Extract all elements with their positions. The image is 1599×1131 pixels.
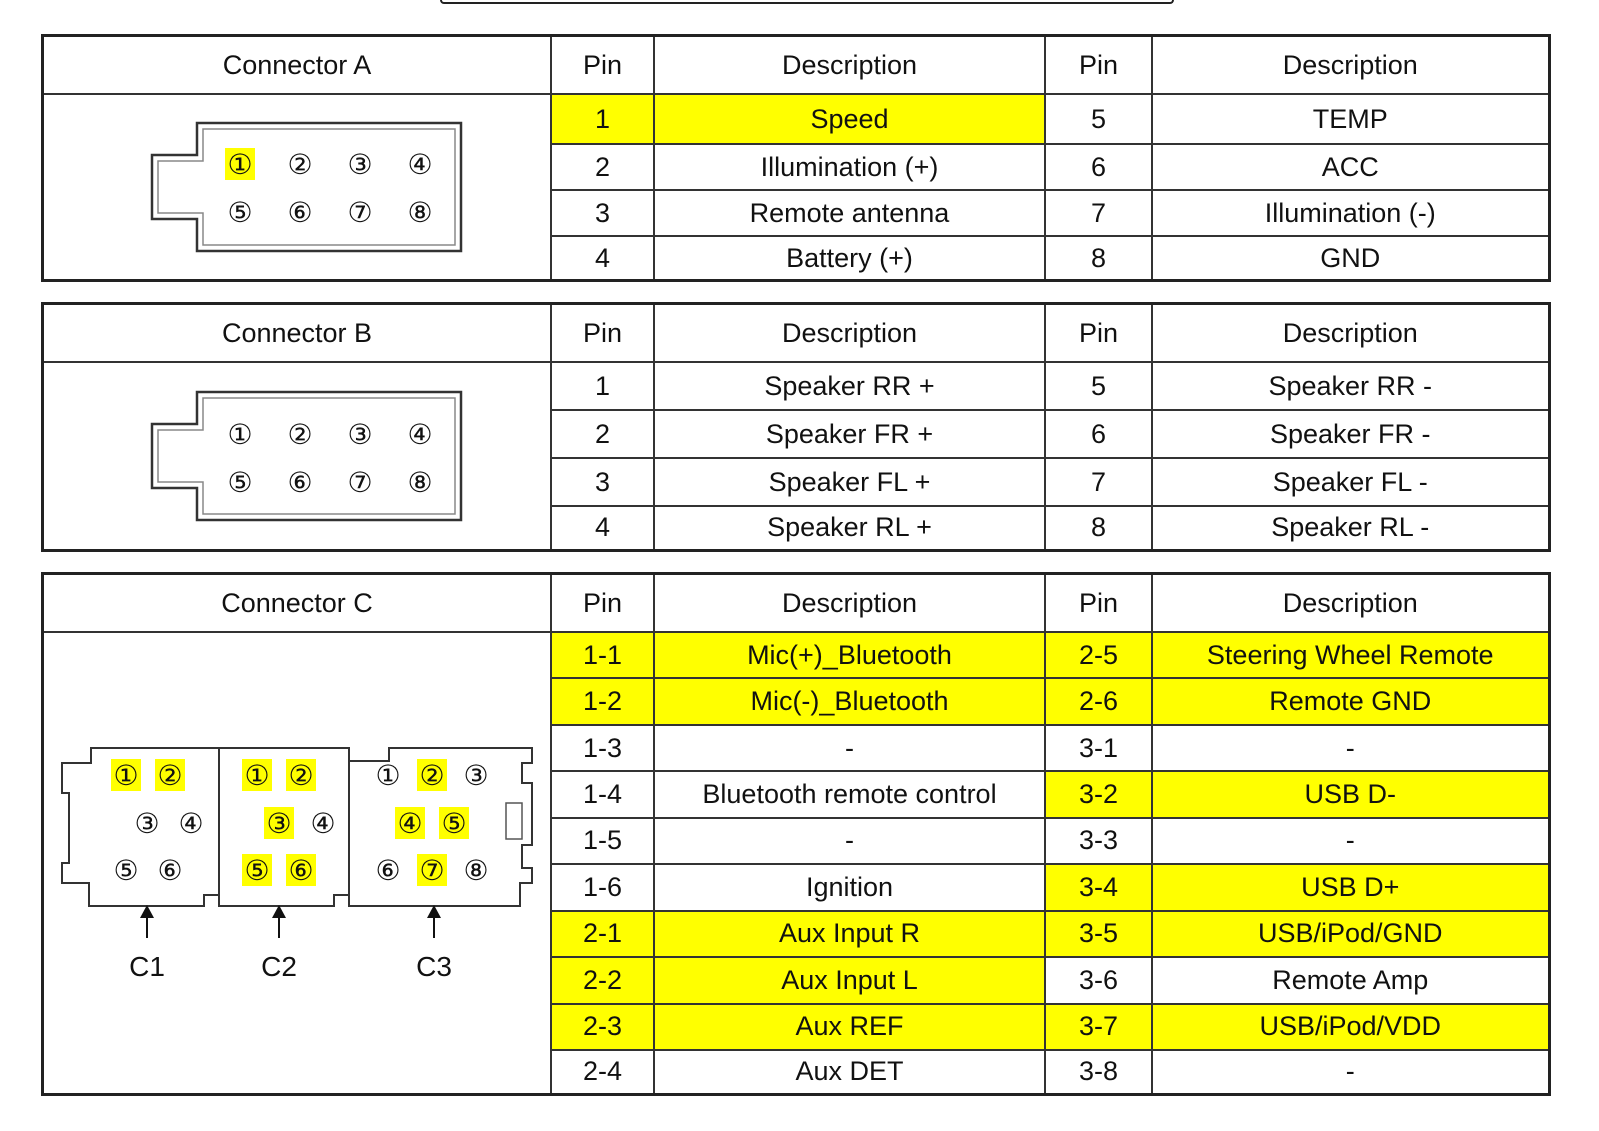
description-cell: ACC [1152,144,1549,190]
pin-number: ③ [347,149,373,180]
pin-number: ② [157,760,183,791]
pin-cell: 2-3 [551,1004,654,1050]
description-cell: Aux REF [654,1004,1045,1050]
pin-number: ⑤ [227,197,253,228]
description-cell: Bluetooth remote control [654,771,1045,817]
pin-cell: 1-1 [551,632,654,678]
description-cell: USB D- [1152,771,1549,817]
connector-c-table [41,572,1551,1096]
description-cell: - [1152,818,1549,864]
pin-cell: 3-4 [1045,864,1152,910]
description-cell: Aux Input L [654,957,1045,1003]
pin-cell: 3-1 [1045,725,1152,771]
description-cell: USB/iPod/VDD [1152,1004,1549,1050]
pin-number: ② [287,418,313,450]
pin-number: ④ [397,808,423,839]
pin-cell: 3 [551,190,654,236]
pin-number: ① [227,149,253,180]
description-header: Description [1152,36,1549,95]
pin-number: ② [288,760,314,791]
pin-cell: 2-2 [551,957,654,1003]
pin-cell: 3-3 [1045,818,1152,864]
pin-cell: 3-2 [1045,771,1152,817]
pin-header: Pin [551,36,654,95]
description-cell: Speaker FL + [654,458,1045,506]
pin-cell: 4 [551,236,654,280]
connector-b-table [41,302,1551,552]
pin-number: ③ [463,760,489,791]
pin-cell: 1-6 [551,864,654,910]
pin-number: ⑦ [347,197,373,228]
pin-cell: 7 [1045,458,1152,506]
pin-cell: 3-7 [1045,1004,1152,1050]
top-frame-bar [440,0,1174,4]
pin-number: ⑥ [157,855,183,886]
pin-cell: 1-4 [551,771,654,817]
description-cell: - [1152,725,1549,771]
pin-cell: 5 [1045,362,1152,410]
pin-number: ① [375,760,401,791]
pin-number: ③ [134,808,160,839]
description-cell: Steering Wheel Remote [1152,632,1549,678]
description-cell: Illumination (-) [1152,190,1549,236]
description-cell: Ignition [654,864,1045,910]
description-cell: Speaker FR - [1152,410,1549,458]
connector-b-diagram [43,362,552,550]
pin-cell: 2-6 [1045,678,1152,724]
pin-cell: 2 [551,144,654,190]
pin-number: ⑥ [288,855,314,886]
description-cell: Mic(+)_Bluetooth [654,632,1045,678]
pin-cell: 8 [1045,506,1152,550]
table-row [43,94,1550,144]
pin-number: ③ [347,418,373,450]
pin-cell: 2-5 [1045,632,1152,678]
description-cell: Illumination (+) [654,144,1045,190]
description-cell: Remote antenna [654,190,1045,236]
description-cell: USB/iPod/GND [1152,911,1549,957]
description-header: Description [654,574,1045,633]
pin-cell: 7 [1045,190,1152,236]
pin-number: ① [113,760,139,791]
pin-cell: 1-5 [551,818,654,864]
pin-number: ④ [407,418,433,450]
connector-c-diagram [43,632,552,1095]
description-header: Description [654,36,1045,95]
pin-cell: 4 [551,506,654,550]
description-cell: Remote Amp [1152,957,1549,1003]
pin-number: ⑤ [441,808,467,839]
pin-cell: 2-1 [551,911,654,957]
description-cell: Speaker FL - [1152,458,1549,506]
pin-cell: 1-3 [551,725,654,771]
description-cell: Aux Input R [654,911,1045,957]
description-header: Description [654,304,1045,363]
pin-cell: 1 [551,362,654,410]
description-cell: Speed [654,94,1045,144]
pin-cell: 6 [1045,410,1152,458]
description-cell: - [654,818,1045,864]
pin-cell: 3 [551,458,654,506]
pin-cell: 5 [1045,94,1152,144]
connector-name: Connector A [43,36,552,95]
pin-number: ⑤ [113,855,139,886]
description-cell: GND [1152,236,1549,280]
pin-header: Pin [1045,36,1152,95]
description-cell: Aux DET [654,1050,1045,1095]
pin-cell: 8 [1045,236,1152,280]
header-row [43,304,1550,363]
section-label-c2: C2 [261,951,297,982]
description-cell: Speaker RL - [1152,506,1549,550]
header-row [43,36,1550,95]
pin-number: ① [227,418,253,450]
pin-number: ② [419,760,445,791]
description-cell: Speaker FR + [654,410,1045,458]
pin-number: ⑧ [463,855,489,886]
pin-number: ⑥ [287,466,313,498]
connector-a-table [41,34,1551,282]
section-label-c1: C1 [129,951,165,982]
pin-cell: 3-6 [1045,957,1152,1003]
pin-number: ⑦ [347,466,373,498]
description-cell: TEMP [1152,94,1549,144]
description-cell: Remote GND [1152,678,1549,724]
section-label-c3: C3 [416,951,452,982]
description-cell: USB D+ [1152,864,1549,910]
pin-header: Pin [1045,574,1152,633]
pin-number: ④ [407,149,433,180]
table-row [43,362,1550,410]
connector-name: Connector C [43,574,552,633]
pin-number: ⑤ [244,855,270,886]
table-row [43,632,1550,678]
pin-cell: 2 [551,410,654,458]
description-cell: Battery (+) [654,236,1045,280]
pin-cell: 6 [1045,144,1152,190]
pin-number: ⑤ [227,466,253,498]
description-cell: - [1152,1050,1549,1095]
pin-cell: 3-8 [1045,1050,1152,1095]
connector-name: Connector B [43,304,552,363]
pin-number: ① [244,760,270,791]
pin-number: ⑧ [407,466,433,498]
description-cell: Mic(-)_Bluetooth [654,678,1045,724]
pin-number: ⑦ [419,855,445,886]
pin-header: Pin [551,574,654,633]
pin-number: ⑧ [407,197,433,228]
pin-cell: 1-2 [551,678,654,724]
pin-number: ② [287,149,313,180]
pin-header: Pin [1045,304,1152,363]
pin-number: ④ [178,808,204,839]
pin-number: ⑥ [375,855,401,886]
pin-number: ⑥ [287,197,313,228]
description-header: Description [1152,574,1549,633]
description-header: Description [1152,304,1549,363]
header-row [43,574,1550,633]
pin-cell: 2-4 [551,1050,654,1095]
description-cell: Speaker RR - [1152,362,1549,410]
description-cell: - [654,725,1045,771]
pin-cell: 1 [551,94,654,144]
pin-number: ③ [266,808,292,839]
description-cell: Speaker RL + [654,506,1045,550]
pin-number: ④ [310,808,336,839]
pin-header: Pin [551,304,654,363]
pin-cell: 3-5 [1045,911,1152,957]
description-cell: Speaker RR + [654,362,1045,410]
connector-a-diagram [43,94,552,281]
